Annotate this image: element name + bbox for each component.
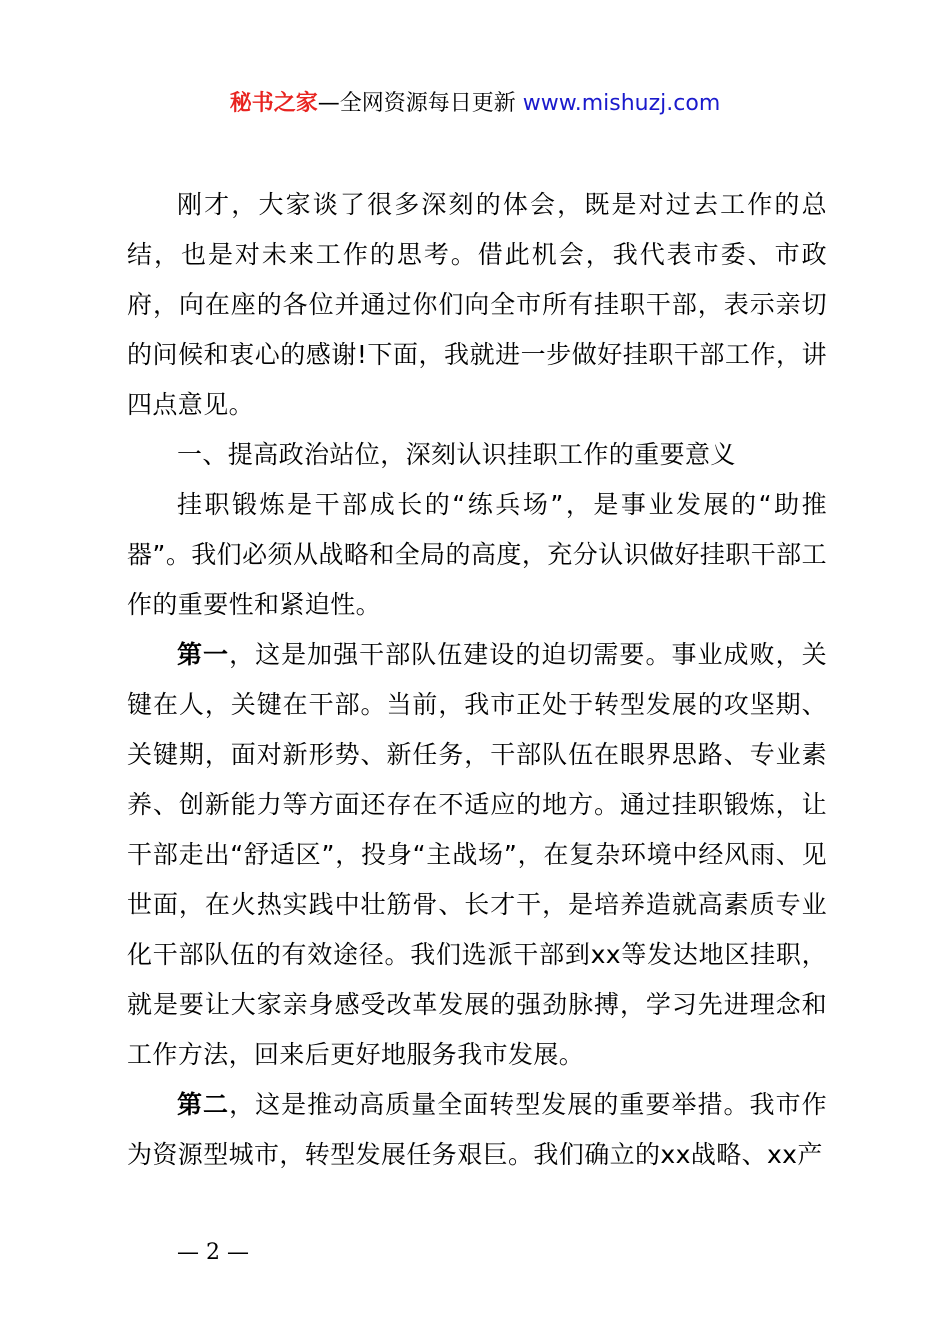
page-number: — 2 — [177, 1240, 249, 1265]
brand-name: 秘书之家 [229, 91, 318, 116]
section-paragraph-1: 挂职锻炼是干部成长的“练兵场”，是事业发展的“助推器”。我们必须从战略和全局的高度，充分认识做好挂职干部工作的重要性和紧迫性。 [127, 490, 827, 619]
point-paragraph-2 [127, 1080, 827, 1180]
section-heading-1: 一、提高政治站位，深刻认识挂职工作的重要意义 [177, 440, 736, 469]
site-url-link[interactable]: www.mishuzj.com [522, 91, 721, 116]
point-text-2: ，这是推动高质量全面转型发展的重要举措。我市作为资源型城市，转型发展任务艰巨。我们确立的xx战略、xx产 [127, 1090, 828, 1169]
header-slogan: —全网资源每日更新 [317, 91, 516, 116]
point-lead-1: 第一 [177, 640, 230, 669]
site-header [0, 88, 950, 120]
point-lead-2: 第二 [177, 1090, 230, 1119]
point-paragraph-1 [127, 630, 827, 1080]
document-body [127, 180, 827, 1180]
intro-paragraph: 刚才，大家谈了很多深刻的体会，既是对过去工作的总结，也是对未来工作的思考。借此机会，我代表市委、市政府，向在座的各位并通过你们向全市所有挂职干部，表示亲切的问候和衷心的感谢!下面，我就进一步做好挂职干部工作，讲四点意见。 [127, 190, 827, 419]
point-text-1: ，这是加强干部队伍建设的迫切需要。事业成败，关键在人，关键在干部。当前，我市正处于转型发展的攻坚期、关键期，面对新形势、新任务，干部队伍在眼界思路、专业素养、创新能力等方面还存在不适应的地方。通过挂职锻炼，让干部走出“舒适区”，投身“主战场”，在复杂环境中经风雨、见世面，在火热实践中壮筋骨、长才干，是培养造就高素质专业化干部队伍的有效途径。我们选派干部到xx等发达地区挂职，就是要让大家亲身感受改革发展的强劲脉搏，学习先进理念和工作方法，回来后更好地服务我市发展。 [127, 640, 828, 1069]
